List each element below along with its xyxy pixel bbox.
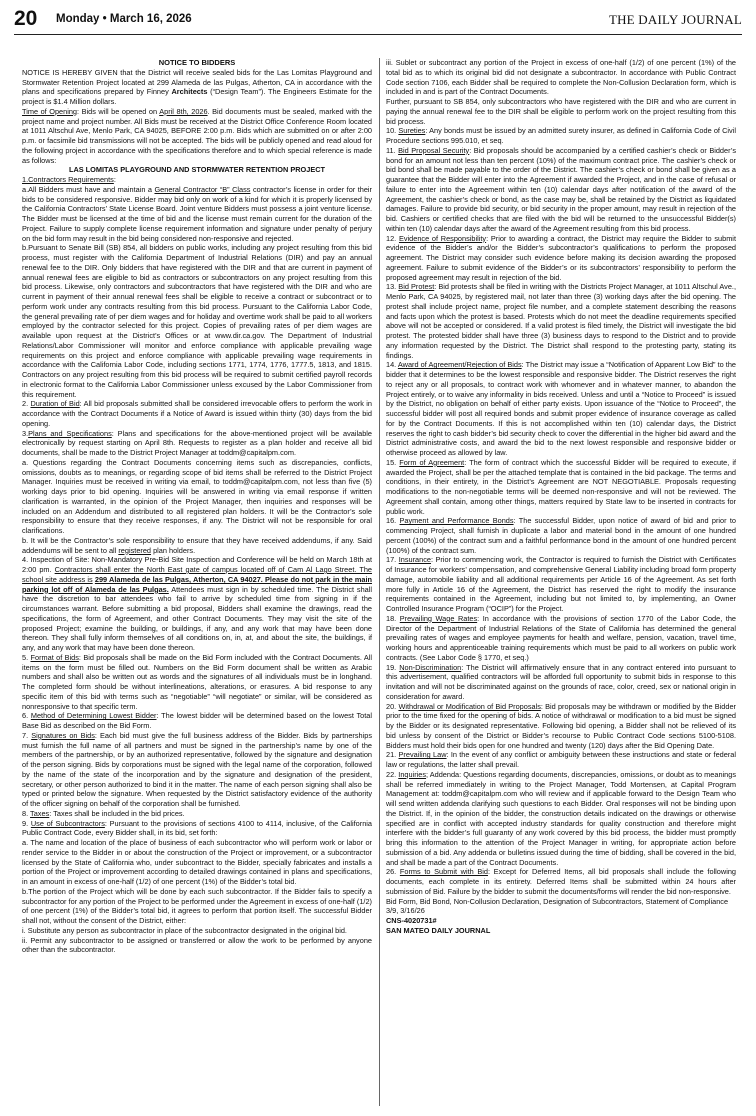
section-18: 18. Prevailing Wage Rates: In accordance with the provisions of section 1770 of the Labor Code, the Director of the Department of Industrial Relations of the State of California has determined the general prevailing rates of wages and employee payments for health and welfare, pension, vacation, travel time, working hours and apprenticeable training requirements which must be paid to all workers on public work contracts. (See Labor Code § 1770, et seq.) [386,613,736,662]
section-4: 4. Inspection of Site: Non-Mandatory Pre-Bid Site Inspection and Conference will be held on March 18th at 2:00 pm. Contractors shall enter the North East gate of campus located off of Cam Al Lago Street. The school site address is 299 Alameda de las Pulgas, Atherton, CA 94027. Please do not park in the main parking lot off of Alameda de las Pulgas. Attendees must sign in by scheduled time. The District shall have the discretion to bar attendees who fail to arrive by scheduled time from signing in if the circumstances warrant. Before submitting a bid proposal, Bidders shall examine the drawings, read the specifications, the form of Agreement, and other Contract Documents. They may visit the site of the proposed Project; examine the building, or buildings, if any, and any work that may have been done thereon. They shall fully inform themselves of all conditions on, in, at, and about the site, the buildings, if any, and any work that may have been done thereon. [22,555,372,652]
section-9a: a. The name and location of the place of business of each subcontractor who will perform work or labor or render service to the Bidder in or about the construction of the Project or improvement, or a subcontractor licensed by the State of California who, under subcontract to the Bidder, specially fabricates and installs a portion of the Project or improvement according to detailed drawings contained in plans and specifications, in an amount in excess of one-half (1/2) of one percent (1%) of the Bidder’s total bid. [22,838,372,886]
section-9b: b.The portion of the Project which will be done by each such subcontractor. If the Bidder fails to specify a subcontractor for any portion of the Project to be performed under the Agreement in excess of one-half (1/2) of one percent (1%) of the Bidder’s total bid, it agrees to perform that portion itself. The successful Bidder shall not, without the consent of the District, either: [22,886,372,925]
left-column [22,58,372,1108]
section-3: 3.Plans and Specifications: Plans and specifications for the above-mentioned project will be available electronically by request starting on April 8th. Requests to register as a plan holder and receive all bid documents, shall be made to the District Project Manager at toddm@capitalpm.com. [22,428,372,457]
section-10: 10. Sureties: Any bonds must be issued by an admitted surety insurer, as defined in California Code of Civil Procedure sections 995.010, et seq. [386,126,736,145]
section-16: 16. Payment and Performance Bonds: The successful Bidder, upon notice of award of bid and prior to commencing Project, shall furnish in duplicate a labor and material bond in the amount of one hundred percent (100%) of the contract sum and a faithful performance bond in the amount of one hundred percent (100%) of the contract sum. [386,516,736,555]
section-9-ii: ii. Permit any subcontractor to be assigned or transferred or allow the work to be performed by anyone other than the subcontractor. [22,935,372,955]
project-heading: LAS LOMITAS PLAYGROUND AND STORMWATER RETENTION PROJECT [68,165,326,175]
section-7: 7. Signatures on Bids: Each bid must give the full business address of the Bidder. Bids by partnerships must furnish the full name of all partners and must be signed in the partnership’s name by one of the members of the partnership, or by an authorized representative, followed by the signature and designation of the person signing. Bids by corporations must be signed with the legal name of the corporation, followed by the name of the state of the incorporation and by the signature and designation of the president, secretary, or other person authorized to bind it in the matter. The name of each person signing shall also be typed or printed below the signature. When requested by the District satisfactory evidence of the authority of the officer signing on behalf of the corporation shall be furnished. [22,730,372,808]
section-13: 13. Bid Protest: Bid protests shall be filed in writing with the Districts Project Manager, at 1011 Altschul Ave., Menlo Park, CA 94025, by registered mail, not later than three (3) working days after the bid opening. The protest shall include project name, project file number, and a complete statement describing the reasons and facts upon which the protest is based. Protests which do not meet the deadline requirements specified above will not be accepted or considered. If a valid protest is filed timely, the District will investigate the bid protest. The protested bidder shall have three (3) business days to respond to the District and to provide any information requested by the District. The District shall respond to the protesting party, stating its findings. [386,282,736,360]
page-header [14,8,742,35]
cns-number: CNS-4020731# [386,916,437,925]
further-paragraph: Further, pursuant to SB 854, only subcontractors who have registered with the DIR and who are current in paying the annual renewal fee to the DIR shall be eligible to perform work on the project resulting from this bid process. [386,97,736,126]
time-of-opening: Time of Opening: Bids will be opened on April 8th, 2026. Bid documents must be sealed, marked with the project name and project number. All Bids must be received at the District Office Conference Room located at 1011 Altschul Ave, Menlo Park, CA 94025, BEFORE 2:00 p.m. Bids which are submitted on or after 2:00 p.m. or facsimile bid transmissions will not be accepted. The bids will be publicly opened and read aloud for the following project in accordance with the specifications therefore and to which special reference is made as follows: [22,106,372,165]
section-22: 22. Inquiries; Addenda: Questions regarding documents, discrepancies, omissions, or doubt as to meanings shall be referred immediately in writing to the Project Manager, Todd Mortensen, at Capital Program Management at: toddm@capitalpm.com who will review and if applicable forward to the Design Team who will send written addenda clarifying such questions to each Bidder. Oral responses will not be binding upon the District. If, in the opinion of the bidder, the construction details indicated on the drawings or otherwise specified are in conflict with accepted industry standards for quality construction and therefore might interfere with the bidder’s full guaranty of any work covered by this bid process, the bidder must promptly bring this information to the attention of the Project Manager in writing, for appropriate action before submission of a bid. Any addenda or bulletins issued during the time of bidding, shall be covered in the bid, and shall be made a part of the Contract Documents. [386,769,736,867]
column-divider [379,58,380,1106]
notice-columns [22,58,738,1108]
section-11: 11. Bid Proposal Security: Bid proposals should be accompanied by a certified cashier’s check or Bidder’s bond for an amount not less than ten percent (10%) of the maximum contract price. The cashier’s check or bid bond shall be made payable to the order of the District. The cashier’s check or bond shall be given as a guarantee that the Bidder will enter into the Agreement if awarded the Project, and in the case of refusal or failure to enter into the Agreement within ten (10) calendar days after notification of the award of the Agreement, the cashier’s check or bond, as the case may be, shall be retained by the District as liquidated damages. Failure to provide bid security, or bid security in the proper amount, may result in rejection of the bid. Cashiers or certified checks that are filed with the bid will be returned to the unsuccessful Bidder(s) within ten (10) calendar days after the award of the Agreement resulting from this bid process. [386,145,736,233]
right-column [386,58,736,1108]
section-26: 26. Forms to Submit with Bid: Except for Deferred Items, all bid proposals shall include the following documents, each complete in its entirety. Deferred Items shall be submitted within 24 hours after submission of Bid. Failure by the bidder to submit the documents/forms will render the bid non-responsive. [386,867,736,896]
issue-date: Monday • March 16, 2026 [56,13,192,25]
section-17: 17. Insurance: Prior to commencing work, the Contractor is required to furnish the District with Certificates of Insurance for workers’ compensation, and comprehensive General Liability including broad form property damage, automobile liability and all additional requirements per Article 16 of the Agreement. As set forth more fully in Article 16 of the Agreement, the District has reserved the right to modify the insurance requirements contained in the Agreement, including but not limited to, by implementing, an Owner Controlled Insurance Program (“OCIP”) for the Project. [386,555,736,613]
section-3b: b. It will be the Contractor’s sole responsibility to ensure that they have received addendums, if any. Said addendums will be sent to all registered plan holders. [22,535,372,555]
notice-title: NOTICE TO BIDDERS [158,58,236,67]
section-21: 21. Prevailing Law: In the event of any conflict or ambiguity between these instructions and state or federal law or regulations, the latter shall prevail. [386,750,736,769]
forms-list: Bid Form, Bid Bond, Non-Collusion Declaration, Designation of Subcontractors, Statement of Compliance [386,896,729,906]
publication-dates: 3/9, 3/16/26 [386,906,425,916]
section-12: 12. Evidence of Responsibility: Prior to awarding a contract, the District may require the Bidder to submit evidence of the Bidder’s and/or the Bidder’s subcontractor’s qualifications to perform the proposed agreement. The District may consider such evidence before making its decision awarding the proposed agreement. Failure to submit evidence of the Bidder’s or its subcontractors’ responsibility to perform the proposed agreement may result in rejection of the bid. [386,233,736,282]
intro-paragraph: NOTICE IS HEREBY GIVEN that the District will receive sealed bids for the Las Lomitas Playground and Stormwater Retention Project located at 299 Alameda de las Pulgas, Atherton, CA in accordance with the plans and specifications prepared by Finney Architects (“Design Team”). The Engineers Estimate for the project is $1.4 Million dollars. [22,67,372,106]
section-6: 6. Method of Determining Lowest Bidder: The lowest bidder will be determined based on the lowest Total Base Bid as described on the Bid Form. [22,711,372,730]
section-9: 9. Use of Subcontractors: Pursuant to the provisions of sections 4100 to 4114, inclusive, of the California Public Contract Code, every Bidder shall, in its bid, set forth: [22,818,372,838]
section-1a: a.All Bidders must have and maintain a General Contractor “B” Class contractor’s license in order for their bids to be considered responsive. Bidder may bid only on work of a kind for which it is properly licensed by the California Contractors’ State License Board. Joint venture Bidders must possess a joint venture license. The Bidder must be licensed at the time of bid and the license must remain current for the duration of the Project. Failure to supply complete license requirement information and signature under penalty of perjury on the bid form may result in the bid being considered non-responsive and rejected. [22,184,372,243]
section-2: 2. Duration of Bid: All bid proposals submitted shall be considered irrevocable offers to perform the work in accordance with the Contract Documents if a Notice of Award is issued within thirty (30) days from the bid opening. [22,399,372,428]
section-5: 5. Format of Bids: Bid proposals shall be made on the Bid Form included with the Contract Documents. All items on the form must be filled out. Numbers on the Bid Form document shall be written as Arabic numbers and shall also be written out as words and the signatures of all individuals must be in longhand. The completed form should be without interlineations, alterations, or erasures. A bid response to any specific item of this bid with terms such as “negotiable” “will negotiate” or similar, will be considered as nonresponsive to that specific term. [22,652,372,711]
section-9-iii: iii. Sublet or subcontract any portion of the Project in excess of one-half (1/2) of one percent (1%) of the total bid as to which its original bid did not designate a subcontractor. In accordance with Public Contract Code section 7106, each Bidder shall be required to complete the Non-Collusion Declaration form, which is included in and is part of the Contract Documents. [386,58,736,97]
section-3a: a. Questions regarding the Contract Documents concerning items such as discrepancies, conflicts, omissions, doubts as to meanings, or regarding scope of bid items shall be referred to the District Project Manager. Inquiries must be received in writing via email, to toddm@capitalpm.com, not less than five (5) working days prior to bid opening. Inquiries will be answered in writing via email response if written clarification is warranted, in the opinion of the Project Manager, then inquiries and responses will be included on an Addendum and distributed to all registered plan holders. It will be the Contractor’s sole responsibility to ensure that they receive responses, if any. The District will not be responsible for oral clarifications. [22,457,372,535]
newspaper-name: THE DAILY JOURNAL [608,12,742,27]
section-15: 15. Form of Agreement: The form of contract which the successful Bidder will be required to execute, if awarded the Project, shall be per the attached template that is contained in the bid package. The terms and conditions, in their entirety, in the District’s Agreement are NOT NEGOTIABLE. Proposals requesting modifications to the non-negotiable terms will be deemed non-responsive and will not be reviewed. The Agreement shall contain, among other things, matters required by State law to be inserted in contracts for public work. [386,457,736,516]
publication-name: SAN MATEO DAILY JOURNAL [386,925,491,935]
section-9-i: i. Substitute any person as subcontractor in place of the subcontractor designated in the original bid. [22,925,347,935]
section-8: 8. Taxes: Taxes shall be included in the bid prices. [22,808,185,818]
section-20: 20. Withdrawal or Modification of Bid Proposals: Bid proposals may be withdrawn or modified by the Bidder prior to the time fixed for the opening of bids. A notice of withdrawal or modification to a bid must be signed by the Bidder or its designated representative. Following bid opening, a Bidder shall not be relieved of its bid unless by consent of the District or Bidder’s recourse to Public Contract Code sections 5100-5108. Bidders must hold their bids open for one hundred and twenty (120) days after the Bid Opening Date. [386,701,736,750]
section-19: 19. Non-Discrimination: The District will affirmatively ensure that in any contract entered into pursuant to this advertisement, qualified contractors will be afforded full opportunity to submit bids in response to this invitation and will not be discriminated against on the grounds of race, color, creed, sex or national origin in consideration for award. [386,662,736,701]
section-1-label: 1.Contractors Requirements: [22,175,116,184]
section-14: 14. Award of Agreement/Rejection of Bids: The District may issue a “Notification of Apparent Low Bid” to the bidder that it determines to be the lowest responsible and responsive bidder. The District reserves the right to reject any or all proposals, to contract work with whomever and in whatever manner, to abandon the Project entirely, or to waive any informality in bids received. Unless and until a “Notice to Proceed” is issued by the District, no obligation on behalf of either party exists. Upon issuance of the “Notice to Proceed”, the successful bidder will post all required bonds and submit proper evidence of insurance coverage as called for by the Contract Documents. If this is not accomplished within ten (10) calendar days, the District reserves the right to cash bidder’s bid security check to cover the differential in the higher bid award and the District administrative costs, and award the bid to the next lowest responsible and responsive bidder or otherwise proceed as allowed by law. [386,360,736,457]
section-1b: b.Pursuant to Senate Bill (SB) 854, all bidders on public works, including any project resulting from this bid process, must register with the California Department of Industrial Relations (DIR) and pay an annual renewal fee to the DIR. Only bidders that have registered with the DIR and that are current in payment of annual renewal fees are eligible to bid as contractors or subcontractors on any project resulting from this bid process. Likewise, only contractors and subcontractors that have registered with the DIR and who are current in payment of their annual renewal fees shall be eligible to receive a contract or subcontract or to perform work under any contracts resulting from this bid process. Pursuant to the California Labor Code, the general prevailing rate of per diem wages and for holiday and overtime work shall be paid to all workers employed by the contractor selected for this project. Copies of prevailing rates of per diem wages are available upon request at the District’s Offices or at www.dir.ca.gov. The Department of Industrial Relations/Labor Commissioner will monitor and enforce compliance with applicable prevailing wage requirements on this project and enforce compliance with applicable prevailing wage requirements in accordance with the California Labor Code, including sections 1771, 1774, 1776, 1777.5, 1813, and 1815. Contractors on any project resulting from this bid process will be required to submit certified payroll records in electronic format to the California Labor Commissioner unless excused by the Labor Commissioner from this requirement. [22,243,372,399]
page-number: 20 [14,7,38,30]
